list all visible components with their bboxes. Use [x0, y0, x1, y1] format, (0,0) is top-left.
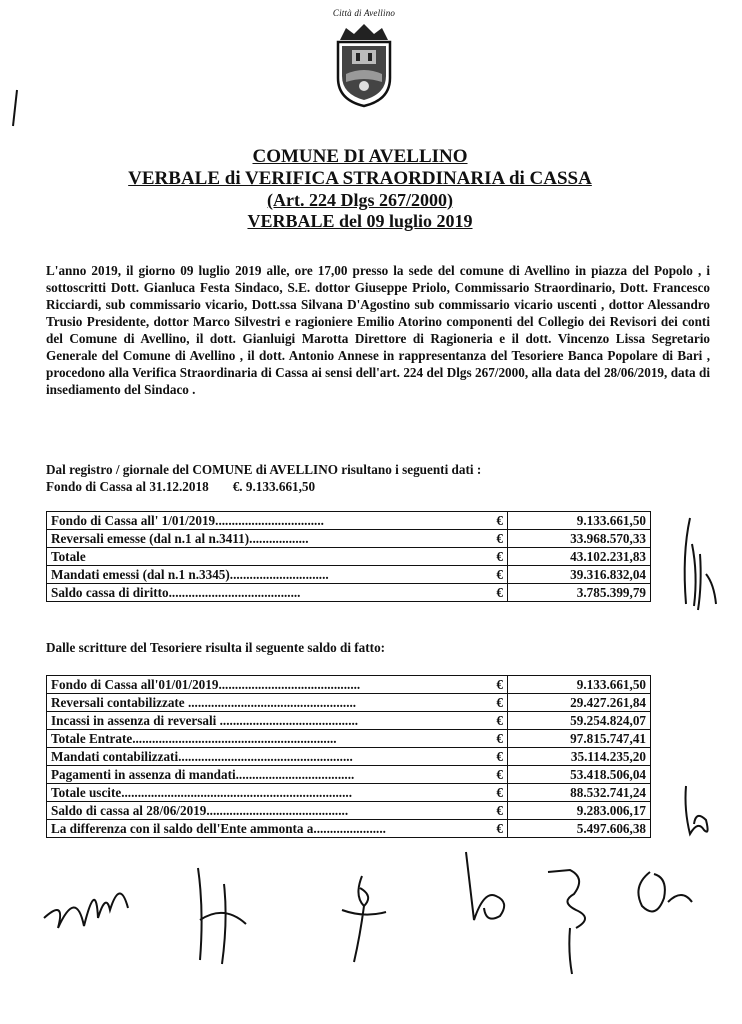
intro-paragraph: L'anno 2019, il giorno 09 luglio 2019 alle, ore 17,00 presso la sede del comune di Avellino in piazza del Popolo , i sottoscritti Dott. Gianluca Festa Sindaco, S.E. dottor Giuseppe Priolo, Commissario Straordinario, Dott. Francesco Ricciardi, sub commissario vicario, Dott.ssa Silvana D'Agostino sub commissario vicario uscenti , dottor Alessandro Trusio Presidente, dottor Marco Silvestri e ragioniere Emilio Atorino componenti del Collegio dei Revisori dei conti del Comune di Avellino, il dott. Gianluigi Marotta Direttore di Ragioneria e il dott. Vincenzo Lissa Segretario Generale del Comune di Avellino , il dott. Antonio Annese in rappresentanza del Tesoriere Banca Popolare di Bari , procedono alla Verifica Straordinaria di Cassa ai sensi dell'art. 224 del Dlgs 267/2000, alla data del 28/06/2019, data di insediamento del Sindaco .: [46, 263, 710, 397]
row-amount: 88.532.741,24: [508, 784, 651, 802]
signature-margin-1: [672, 514, 724, 614]
ledger-table-ente: [46, 511, 651, 602]
row-description: [47, 748, 508, 766]
row-description: [47, 712, 508, 730]
row-amount: 43.102.231,83: [508, 548, 651, 566]
row-description: [47, 676, 508, 694]
signature-6: [628, 862, 698, 922]
row-currency: €: [496, 802, 503, 818]
row-amount: 35.114.235,20: [508, 748, 651, 766]
title-article: (Art. 224 Dlgs 267/2000): [267, 190, 453, 210]
row-currency: €: [496, 530, 503, 546]
signature-margin-2: [676, 780, 716, 842]
table-row: [47, 748, 651, 766]
title-comune: COMUNE DI AVELLINO: [252, 146, 468, 167]
row-amount: 33.968.570,33: [508, 530, 651, 548]
row-amount: 97.815.747,41: [508, 730, 651, 748]
signature-5: [540, 858, 604, 978]
table-row: [47, 584, 651, 602]
row-description: [47, 584, 508, 602]
row-label: Reversali emesse (dal n.1 al n.3411)..................: [51, 530, 309, 546]
table-row: [47, 802, 651, 820]
row-description: [47, 548, 508, 566]
row-currency: €: [496, 694, 503, 710]
city-crest: [318, 8, 410, 108]
row-label: Pagamenti in assenza di mandati....................................: [51, 766, 355, 782]
table-row: [47, 566, 651, 584]
title-date: VERBALE del 09 luglio 2019: [247, 211, 473, 231]
row-label: Saldo di cassa al 28/06/2019...........................................: [51, 802, 349, 818]
tesoriere-heading: Dalle scritture del Tesoriere risulta il seguente saldo di fatto:: [46, 640, 386, 655]
row-amount: 5.497.606,38: [508, 820, 651, 838]
table-row: [47, 694, 651, 712]
row-description: [47, 802, 508, 820]
row-currency: €: [496, 566, 503, 582]
row-label: Totale uscite......................................................................: [51, 784, 352, 800]
row-label: Totale: [51, 548, 86, 564]
row-currency: €: [496, 712, 503, 728]
row-description: [47, 566, 508, 584]
table-row: [47, 548, 651, 566]
fondo-cassa-label: Fondo di Cassa al 31.12.2018: [46, 479, 209, 494]
row-amount: 3.785.399,79: [508, 584, 651, 602]
row-label: Totale Entrate..............................................................: [51, 730, 337, 746]
row-amount: 9.133.661,50: [508, 512, 651, 530]
row-label: Mandati emessi (dal n.1 n.3345)..............................: [51, 566, 329, 582]
registro-section: [46, 461, 606, 495]
fondo-cassa-value: €. 9.133.661,50: [232, 479, 316, 494]
row-currency: €: [496, 748, 503, 764]
document-title-block: [60, 146, 660, 232]
row-currency: €: [496, 730, 503, 746]
row-description: [47, 512, 508, 530]
row-label: Saldo cassa di diritto........................................: [51, 584, 301, 600]
row-amount: 59.254.824,07: [508, 712, 651, 730]
row-currency: €: [496, 512, 503, 528]
row-description: [47, 730, 508, 748]
table-row: [47, 784, 651, 802]
table-row: [47, 512, 651, 530]
table-row: [47, 676, 651, 694]
row-label: Reversali contabilizzate ...................................................: [51, 694, 357, 710]
row-amount: 53.418.506,04: [508, 766, 651, 784]
crest-label: Città di Avellino: [332, 8, 396, 18]
row-currency: €: [496, 584, 503, 600]
row-label: Incassi in assenza di reversali ..........................................: [51, 712, 359, 728]
table-row: [47, 530, 651, 548]
signature-1: [36, 868, 146, 938]
row-description: [47, 784, 508, 802]
row-currency: €: [496, 820, 503, 836]
fondo-cassa-line: [46, 478, 606, 495]
row-label: Fondo di Cassa all'01/01/2019...........................................: [51, 676, 361, 692]
row-currency: €: [496, 766, 503, 782]
row-description: [47, 530, 508, 548]
row-label: La differenza con il saldo dell'Ente ammonta a......................: [51, 820, 386, 836]
signature-3: [330, 866, 394, 966]
registro-heading: Dal registro / giornale del COMUNE di AVELLINO risultano i seguenti dati :: [46, 462, 482, 477]
row-currency: €: [496, 676, 503, 692]
table-row: [47, 820, 651, 838]
row-amount: 39.316.832,04: [508, 566, 651, 584]
row-label: Mandati contabilizzati.....................................................: [51, 748, 353, 764]
row-description: [47, 694, 508, 712]
ledger-table-tesoriere: [46, 675, 651, 838]
table-row: [47, 766, 651, 784]
margin-mark-icon: [8, 88, 22, 128]
coat-of-arms-icon: [332, 20, 396, 108]
row-amount: 29.427.261,84: [508, 694, 651, 712]
table-row: [47, 712, 651, 730]
row-amount: 9.283.006,17: [508, 802, 651, 820]
row-label: Fondo di Cassa all' 1/01/2019.................................: [51, 512, 324, 528]
title-verbale: VERBALE di VERIFICA STRAORDINARIA di CASSA: [128, 168, 592, 189]
row-amount: 9.133.661,50: [508, 676, 651, 694]
row-currency: €: [496, 548, 503, 564]
signature-2: [184, 860, 258, 970]
row-currency: €: [496, 784, 503, 800]
table-row: [47, 730, 651, 748]
signature-4: [456, 846, 522, 928]
row-description: [47, 820, 508, 838]
row-description: [47, 766, 508, 784]
